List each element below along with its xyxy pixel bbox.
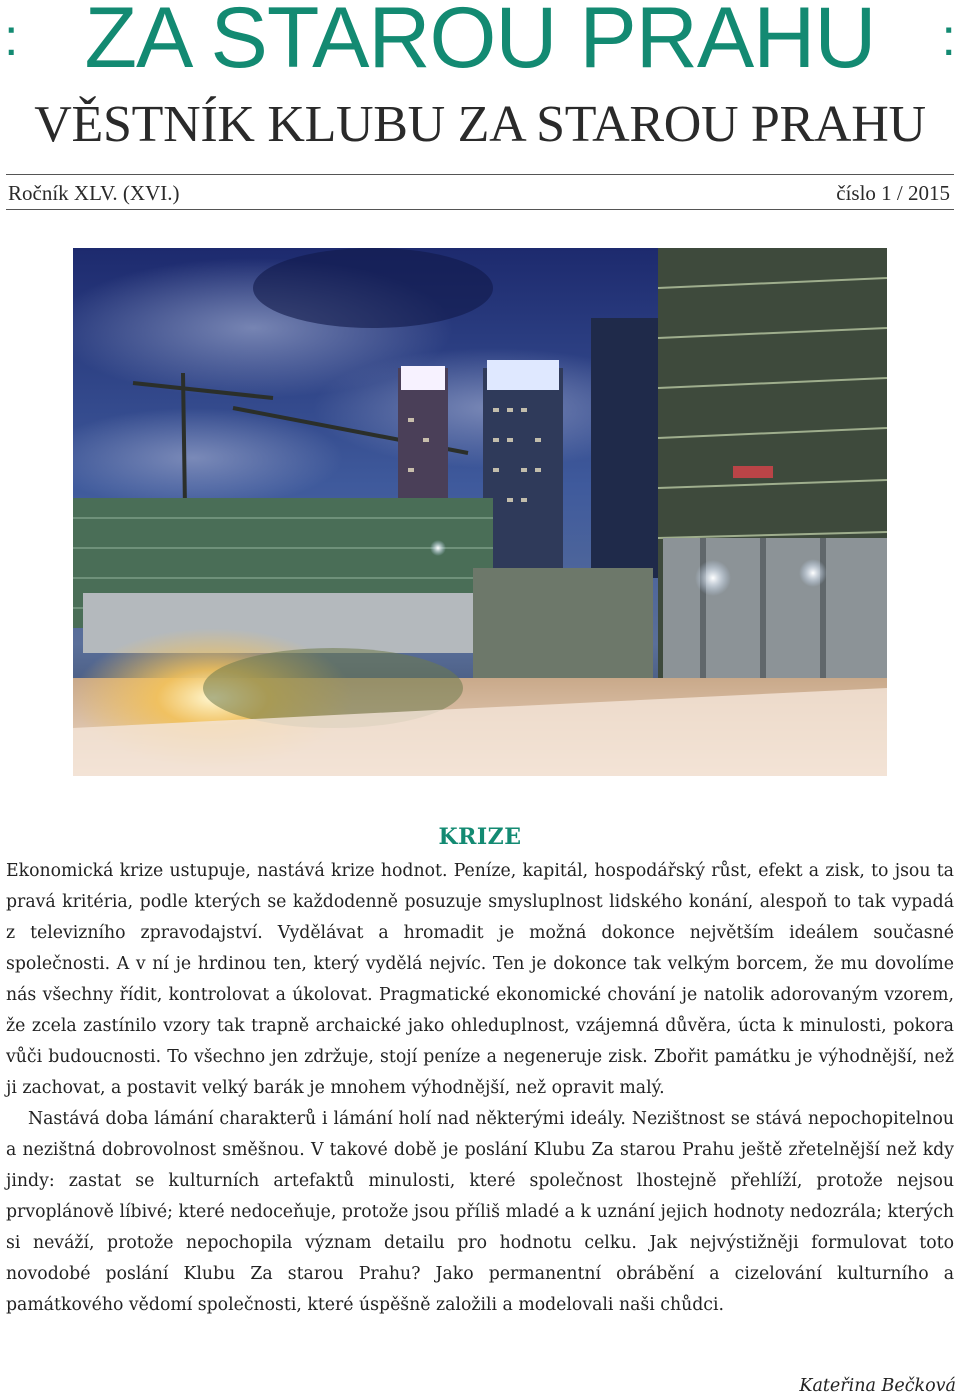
masthead xyxy=(0,0,960,86)
issue-volume: Ročník XLV. (XVI.) xyxy=(8,181,180,205)
issue-number: číslo 1 / 2015 xyxy=(836,181,950,205)
city-construction-night-photo-icon xyxy=(73,248,887,776)
masthead-subtitle: VĚSTNÍK KLUBU ZA STAROU PRAHU xyxy=(34,96,926,153)
article-body xyxy=(6,856,954,1321)
masthead-colon-right: : xyxy=(941,9,956,67)
article-title: KRIZE xyxy=(438,824,522,851)
cover-photo xyxy=(73,248,887,776)
article-paragraph: Ekonomická krize ustupuje, nastává krize hodnot. Peníze, kapitál, hospodářský růst, efekt a zisk, to jsou ta pravá kritéria, podle kterých se každodenně posuzuje smysluplnost lidského konání, alespoň to tak vypadá z televizního zpravodajství. Vydělávat a hromadit je možná dokonce největším ideálem současné společnosti. A v ní je hrdinou ten, který vydělá nejvíc. Ten je dokonce tak velkým borcem, že mu dovolíme nás všechny řídit, kontrolovat a úkolovat. Pragmatické ekonomické chování je natolik adorovaným vzorem, že zcela zastínilo vzory tak trapně archaické jako ohleduplnost, vzájemná důvěra, úcta k minulosti, pokora vůči budoucnosti. To všechno jen zdržuje, stojí peníze a negeneruje zisk. Zbořit památku je výhodnější, než ji zachovat, a postavit velký barák je mnohem výhodnější, než opravit malý. xyxy=(6,861,954,1098)
article-author: Kateřina Bečková xyxy=(799,1376,956,1396)
masthead-colon-left: : xyxy=(4,9,19,67)
masthead-title: ZA STAROU PRAHU xyxy=(84,0,876,86)
article-paragraph: Nastává doba lámání charakterů i lámání holí nad některými ideály. Nezištnost se stává nepochopitelnou a nezištná dobrovolnost směšnou. V takové době je poslání Klubu Za starou Prahu ještě zřetelnější než kdy jindy: zastat se kulturních artefaktů minulosti, které společnost lhostejně přehlíží, protože nejsou prvoplánově líbivé; které nedoceňuje, protože jsou příliš mladé a k uznání jejich hodnoty nedozrála; kterých si neváží, protože nepochopila význam detailu pro hodnotu celku. Jak nejvýstižněji formulovat toto novodobé poslání Klubu Za starou Prahu? Jako permanentní obrábění a cizelování kulturního a památkového vědomí společnosti, které úspěšně založili a modelovali naši chůdci. xyxy=(6,1109,954,1315)
issue-bar xyxy=(6,174,954,210)
